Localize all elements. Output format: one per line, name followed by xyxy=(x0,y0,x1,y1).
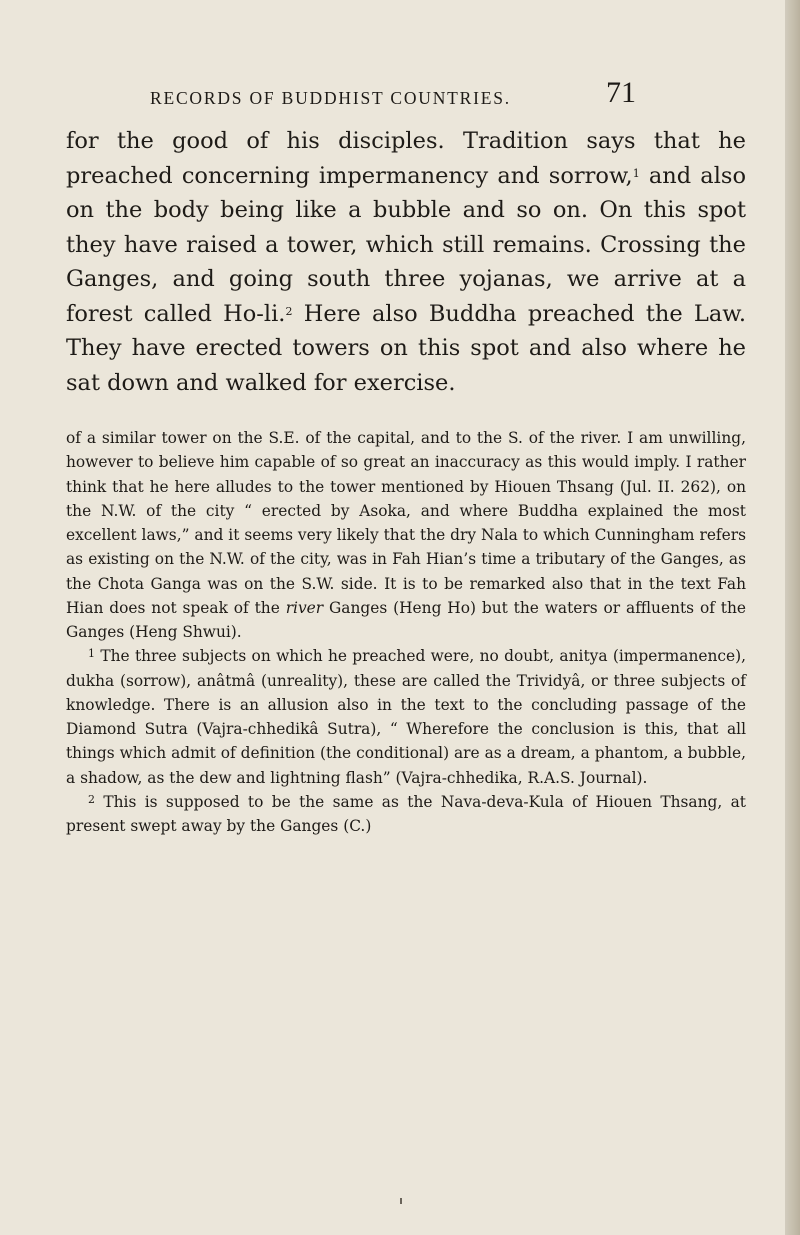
main-paragraph xyxy=(66,124,746,400)
footnote-2-marker: 2 xyxy=(88,792,95,806)
page-edge-shadow xyxy=(785,0,800,1235)
footnote-2-text: This is supposed to be the same as the Nava-deva-Kula of Hiouen Thsang, at present swept away by the Ganges (C.) xyxy=(66,792,746,835)
footnote-1-text: The three subjects on which he preached were, no doubt, anitya (impermanence), dukha (sorrow), anâtmâ (unreality), these are called the Trividyâ, or three subjects of knowledge. There is an allusion also in the text to the concluding passage of the Diamond Sutra (Vajra-chhedikâ Sutra), “ Wherefore the conclusion is this, that all things which admit of definition (the conditional) are as a dream, a phantom, a bubble, a shadow, as the dew and lightning flash” (Vajra-chhedika, R.A.S. Journal). xyxy=(66,647,746,787)
footnote-1 xyxy=(66,644,746,790)
footnote-continuation xyxy=(66,426,746,644)
footnote-continuation-text-a: of a similar tower on the S.E. of the capital, and to the S. of the river. I am unwilling, however to believe him capable of so great an inaccuracy as this would imply. I rather think that he here alludes to the tower mentioned by Hiouen Thsang (Jul. II. 262), on the N.W. of the city “ erected by Asoka, and where Buddha explained the most excellent laws,” and it seems very likely that the dry Nala to which Cunningham refers as existing on the N.W. of the city, was in Fah Hian’s time a tributary of the Ganges, as the Chota Ganga was on the S.W. side. It is to be remarked also that in the text Fah Hian does not speak of the xyxy=(66,429,746,617)
footnote-1-marker: 1 xyxy=(88,647,95,661)
main-text-part-3: Here also Buddha preached the Law. They have erected towers on this spot and also where he sat down and walked for exercise. xyxy=(66,300,747,396)
running-header: RECORDS OF BUDDHIST COUNTRIES. xyxy=(150,88,511,108)
footnote-ref-2: 2 xyxy=(285,304,293,318)
main-text-part-2: and also on the body being like a bubble and so on. On this spot they have raised a tower, which still remains. Crossing the Ganges, and going south three yojanas, we arrive at a forest called Ho-li. xyxy=(66,162,746,327)
print-speck xyxy=(400,1198,402,1204)
footnote-ref-1: 1 xyxy=(632,166,640,180)
page-number: 71 xyxy=(606,76,636,109)
footnotes xyxy=(66,426,746,838)
footnote-continuation-text-b: Ganges (Heng Ho) but the waters or affluents of the Ganges (Heng Shwui). xyxy=(66,598,746,641)
main-text-part-1: for the good of his disciples. Tradition says that he preached concerning impermanency and sorrow, xyxy=(66,128,746,189)
footnote-2 xyxy=(66,790,746,839)
footnote-italic-word: river xyxy=(285,598,324,617)
